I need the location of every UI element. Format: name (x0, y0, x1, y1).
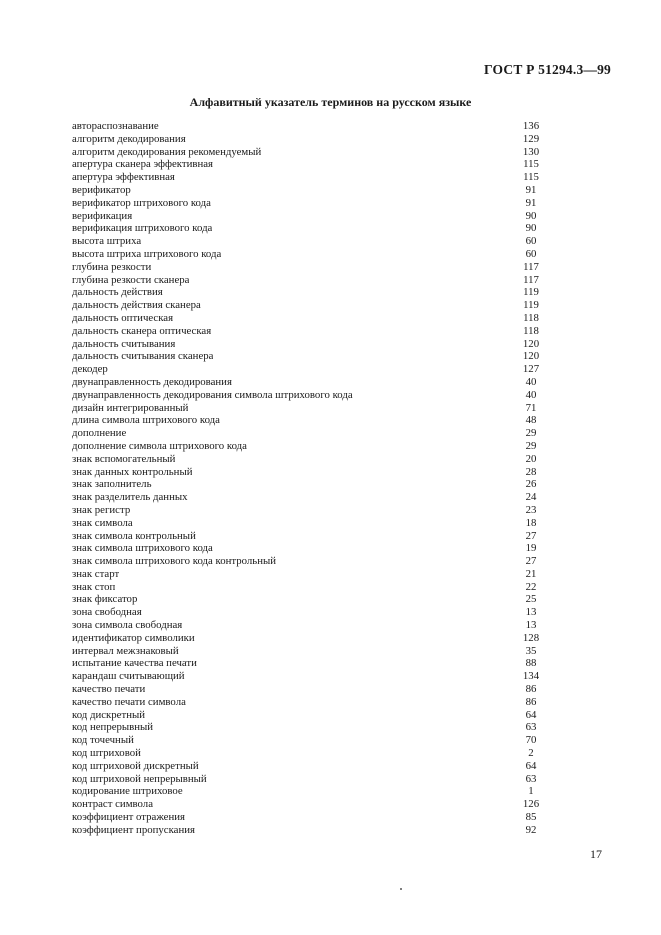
index-entry (72, 440, 546, 453)
index-page-ref: 24 (525, 491, 537, 504)
index-entry (72, 491, 546, 504)
index-page-ref: 22 (525, 580, 537, 593)
index-page-ref: 90 (525, 222, 537, 235)
index-term: код штриховой (72, 747, 141, 760)
index-term: карандаш считывающий (72, 670, 185, 683)
index-term: алгоритм декодирования рекомендуемый (72, 145, 262, 158)
index-page-ref: 20 (525, 452, 537, 465)
index-page-ref: 86 (525, 683, 537, 696)
index-term: двунаправленность декодирования символа штрихового кода (72, 388, 353, 401)
index-page-ref: 136 (522, 120, 540, 132)
index-page-ref: 60 (525, 235, 537, 248)
index-page-ref: 27 (525, 555, 537, 568)
index-term: знак старт (72, 567, 120, 580)
scan-speck (400, 888, 402, 890)
index-page-ref: 18 (525, 516, 537, 529)
index-term: высота штриха (72, 235, 142, 248)
index-entry (72, 453, 546, 466)
index-term: коэффициент пропускания (72, 823, 195, 836)
index-term: двунаправленность декодирования (72, 375, 232, 388)
index-page-ref: 91 (525, 183, 537, 196)
index-term: знак символа (72, 516, 133, 529)
index-entry (72, 427, 546, 440)
index-entry (72, 210, 546, 223)
index-title: Алфавитный указатель терминов на русском языке (189, 95, 472, 109)
page-number: 17 (590, 847, 602, 861)
index-term: знак вспомогательный (72, 452, 176, 465)
index-page-ref: 126 (522, 798, 540, 811)
index-page-ref: 128 (522, 631, 540, 644)
index-entry (72, 670, 546, 683)
index-page-ref: 129 (522, 132, 540, 145)
index-page-ref: 117 (523, 273, 539, 286)
index-term: интервал межзнаковый (72, 644, 179, 657)
index-page-ref: 118 (523, 324, 539, 337)
index-page-ref: 25 (525, 593, 537, 606)
index-term: знак данных контрольный (72, 465, 193, 478)
index-term: испытание качества печати (72, 657, 197, 670)
index-page-ref: 1 (528, 785, 534, 798)
index-term: дополнение (72, 427, 127, 440)
index-term: код дискретный (72, 708, 146, 721)
index-page-ref: 127 (522, 363, 540, 376)
index-term: дальность сканера оптическая (72, 324, 212, 337)
index-entry (72, 760, 546, 773)
index-entry (72, 197, 546, 210)
index-entry (72, 402, 546, 415)
index-page-ref: 64 (525, 759, 537, 772)
index-entry (72, 171, 546, 184)
index-entry (72, 120, 546, 133)
index-page-ref: 86 (525, 695, 537, 708)
index-term: код непрерывный (72, 721, 154, 734)
index-page-ref: 71 (525, 401, 537, 414)
index-page-ref: 28 (525, 465, 537, 478)
index-page-ref: 2 (528, 747, 534, 760)
index-entry (72, 158, 546, 171)
index-page-ref: 119 (523, 286, 539, 299)
index-page-ref: 48 (525, 414, 537, 427)
index-term: апертура эффективная (72, 171, 175, 184)
index-entry (72, 568, 546, 581)
index-term: кодирование штриховое (72, 785, 183, 798)
index-entry (72, 184, 546, 197)
index-term: апертура сканера эффективная (72, 158, 213, 171)
index-page-ref: 134 (522, 670, 540, 683)
index-entry (72, 530, 546, 543)
index-entry (72, 504, 546, 517)
index-term: знак стоп (72, 580, 116, 593)
index-entry (72, 338, 546, 351)
index-entry (72, 363, 546, 376)
index-page-ref: 90 (525, 209, 537, 222)
index-page-ref: 21 (525, 567, 537, 580)
index-page-ref: 29 (525, 439, 537, 452)
index-term: знак фиксатор (72, 593, 138, 606)
index-entry (72, 286, 546, 299)
index-entry (72, 696, 546, 709)
index-term: дальность действия (72, 286, 163, 299)
index-entry (72, 542, 546, 555)
index-entry (72, 785, 546, 798)
index-term: верификация (72, 209, 133, 222)
index-entry (72, 606, 546, 619)
index-entry (72, 747, 546, 760)
document-code: ГОСТ Р 51294.3—99 (484, 62, 611, 77)
index-term: идентификатор символики (72, 631, 195, 644)
index-term: код точечный (72, 734, 134, 747)
index-page-ref: 120 (522, 337, 540, 350)
index-term: глубина резкости сканера (72, 273, 190, 286)
index-entry (72, 657, 546, 670)
index-term: зона символа свободная (72, 619, 183, 632)
index-page-ref: 64 (525, 708, 537, 721)
index-term: дизайн интегрированный (72, 401, 189, 414)
index-term: дальность оптическая (72, 311, 174, 324)
index-page-ref: 119 (523, 299, 539, 312)
index-entry (72, 466, 546, 479)
index-entry (72, 389, 546, 402)
index-entry (72, 517, 546, 530)
index-entry (72, 555, 546, 568)
index-page-ref: 115 (523, 171, 539, 184)
index-page-ref: 70 (525, 734, 537, 747)
index-term: дальность действия сканера (72, 299, 201, 312)
index-entry (72, 632, 546, 645)
index-term: дальность считывания сканера (72, 350, 214, 363)
index-entry (72, 581, 546, 594)
index-term: длина символа штрихового кода (72, 414, 220, 427)
index-page-ref: 118 (523, 311, 539, 324)
index-entry (72, 593, 546, 606)
index-entry (72, 235, 546, 248)
index-page-ref: 117 (523, 260, 539, 273)
index-entry (72, 811, 546, 824)
index-page-ref: 130 (522, 145, 540, 158)
index-term: автораспознавание (72, 120, 159, 132)
index-page-ref: 29 (525, 427, 537, 440)
index-term: зона свободная (72, 606, 142, 619)
index-entry (72, 350, 546, 363)
index-entry (72, 798, 546, 811)
index-entry (72, 824, 546, 837)
index-term: качество печати символа (72, 695, 186, 708)
index-entry (72, 734, 546, 747)
index-entry (72, 299, 546, 312)
index-entry (72, 325, 546, 338)
index-term: дополнение символа штрихового кода (72, 439, 247, 452)
term-index-list (72, 120, 546, 837)
index-page-ref: 91 (525, 196, 537, 209)
index-term: дальность считывания (72, 337, 176, 350)
index-term: знак символа штрихового кода контрольный (72, 555, 277, 568)
index-entry (72, 721, 546, 734)
index-page-ref: 60 (525, 247, 537, 260)
index-term: глубина резкости (72, 260, 152, 273)
index-term: контраст символа (72, 798, 153, 811)
index-term: алгоритм декодирования (72, 132, 186, 145)
index-term: качество печати (72, 683, 146, 696)
index-entry (72, 773, 546, 786)
index-term: декодер (72, 363, 108, 376)
index-term: знак регистр (72, 503, 131, 516)
index-term: верификатор (72, 183, 131, 196)
index-page-ref: 88 (525, 657, 537, 670)
index-term: знак символа контрольный (72, 529, 196, 542)
index-entry (72, 222, 546, 235)
index-page-ref: 19 (525, 542, 537, 555)
index-entry (72, 312, 546, 325)
index-page-ref: 115 (523, 158, 539, 171)
index-term: знак разделитель данных (72, 491, 188, 504)
index-entry (72, 133, 546, 146)
index-term: верификатор штрихового кода (72, 196, 211, 209)
index-page-ref: 120 (522, 350, 540, 363)
index-entry (72, 376, 546, 389)
index-entry (72, 146, 546, 159)
index-page-ref: 92 (525, 823, 537, 836)
index-term: высота штриха штрихового кода (72, 247, 222, 260)
index-page-ref: 23 (525, 503, 537, 516)
index-page-ref: 27 (525, 529, 537, 542)
index-entry (72, 645, 546, 658)
index-entry (72, 248, 546, 261)
index-term: код штриховой непрерывный (72, 772, 207, 785)
index-page-ref: 40 (525, 388, 537, 401)
index-entry (72, 709, 546, 722)
index-entry (72, 478, 546, 491)
index-term: верификация штрихового кода (72, 222, 213, 235)
index-entry (72, 274, 546, 287)
index-page-ref: 35 (525, 644, 537, 657)
index-page-ref: 63 (525, 772, 537, 785)
index-page-ref: 40 (525, 375, 537, 388)
index-page-ref: 26 (525, 478, 537, 491)
index-entry (72, 414, 546, 427)
index-entry (72, 261, 546, 274)
index-term: знак заполнитель (72, 478, 152, 491)
index-page-ref: 13 (525, 619, 537, 632)
index-term: знак символа штрихового кода (72, 542, 213, 555)
index-term: код штриховой дискретный (72, 759, 199, 772)
index-entry (72, 619, 546, 632)
index-term: коэффициент отражения (72, 811, 185, 824)
index-page-ref: 85 (525, 811, 537, 824)
index-page-ref: 13 (525, 606, 537, 619)
index-entry (72, 683, 546, 696)
index-page-ref: 63 (525, 721, 537, 734)
